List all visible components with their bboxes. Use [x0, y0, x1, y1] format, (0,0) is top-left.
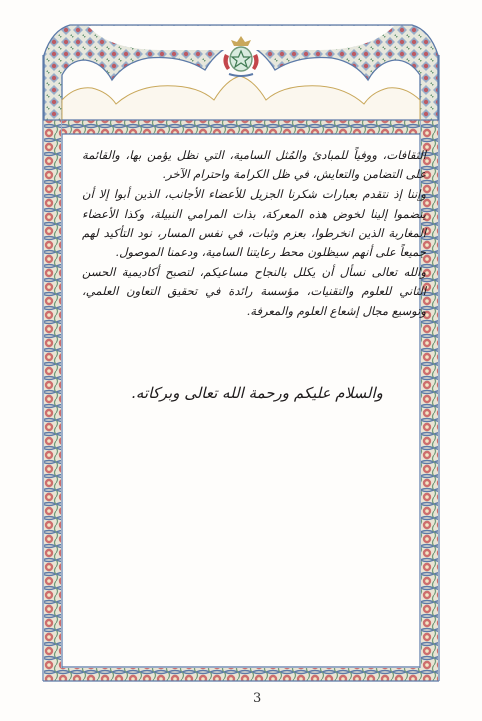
closing-salutation: والسلام عليكم ورحمة الله تعالى وبركاته. [131, 384, 383, 402]
page-number: 3 [253, 691, 262, 706]
paragraph-3: والله تعالى نسأل أن يكلل بالنجاح مساعيكم، لتصبح أكاديمية الحسن الثاني للعلوم والتقنيات، مؤسسة رائدة في تحقيق التعاون العلمي، وتوسيع مجال إشعاع العلوم والمعرفة. [82, 265, 426, 318]
letter-body [82, 146, 426, 322]
paragraph-2: وإننا إذ نتقدم بعبارات شكرنا الجزيل للأعضاء الأجانب، الذين أبوا إلا أن ينضموا إلينا لخوض هذه المعركة، بذات المرامي النبيلة، وكذا الأعضاء المغاربة الذين انخرطوا، بعزم وثبات، في نفس المسار، نود التأكيد لهم جميعاً على أنهم سيظلون محط رعايتنا السامية، ودعمنا الموصول. [82, 187, 426, 260]
royal-crest-icon [217, 32, 265, 80]
paragraph-1: الثقافات، ووفياً للمبادئ والمُثل السامية، التي نظل يؤمن بها، والقائمة على التضامن والتعايش، في ظل الكرامة واحترام الآخر. [82, 148, 426, 182]
